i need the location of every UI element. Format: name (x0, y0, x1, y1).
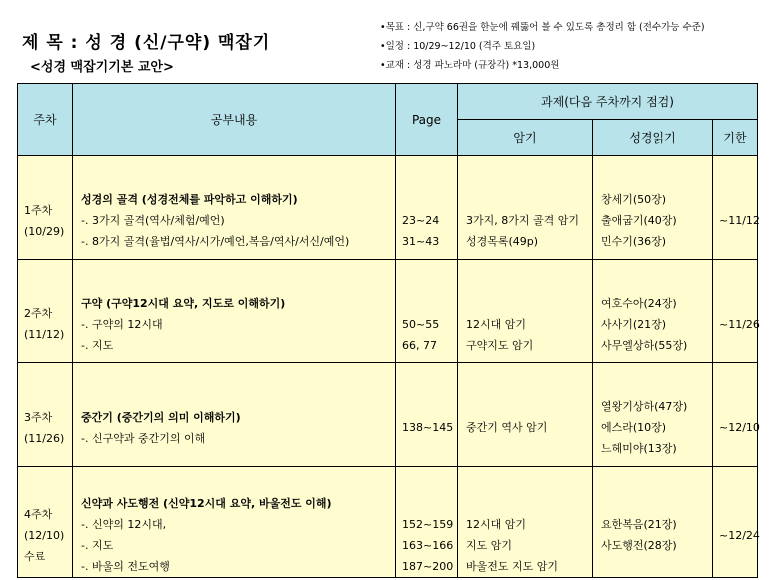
memo-item: 중간기 역사 암기 (466, 421, 548, 434)
memo-item: 바울전도 지도 암기 (466, 560, 559, 573)
topic-title: 성경의 골격 (성경전체를 파악하고 이해하기) (81, 193, 298, 206)
page-cell (396, 467, 458, 578)
content-item: -. 구약의 12시대 (81, 317, 163, 331)
content-cell (73, 260, 396, 363)
header-reading: 성경읽기 (593, 120, 713, 156)
header-week: 주차 (18, 84, 73, 156)
memo-cell (458, 260, 593, 363)
memo-item: 3가지, 8가지 골격 암기 (466, 214, 579, 227)
week-date: (10/29) (24, 224, 65, 238)
memo-cell (458, 363, 593, 467)
content-cell (73, 363, 396, 467)
reading-item: 사사기(21장) (601, 317, 667, 331)
reading-cell (593, 156, 713, 260)
topic-title: 구약 (구약12시대 요약, 지도로 이해하기) (81, 296, 286, 310)
reading-cell (593, 467, 713, 578)
page-range: 187~200 (402, 560, 454, 573)
info-textbook: •교재 : 성경 파노라마 (규장각) *13,000원 (380, 60, 560, 71)
week-label: 4주차 (24, 507, 53, 521)
content-item: -. 3가지 골격(역사/체험/예언) (81, 214, 225, 227)
content-cell (73, 156, 396, 260)
page-cell (396, 363, 458, 467)
header-content: 공부내용 (73, 84, 396, 156)
page-range: 66, 77 (402, 338, 437, 352)
memo-cell (458, 467, 593, 578)
week-date: (11/26) (24, 431, 65, 445)
week-cell (18, 467, 73, 578)
week-label: 1주차 (24, 203, 53, 217)
page-range: 23~24 (402, 214, 440, 227)
content-item: -. 지도 (81, 539, 114, 552)
reading-cell (593, 260, 713, 363)
page-cell (396, 260, 458, 363)
reading-item: 창세기(50장) (601, 193, 667, 206)
week-date: (12/10) (24, 528, 65, 542)
reading-item: 사무엘상하(55장) (601, 338, 688, 352)
content-item: -. 8가지 골격(율법/역사/시가/예언,복음/역사/서신/예언) (81, 235, 350, 248)
week-status: 수료 (24, 549, 46, 563)
info-block (380, 18, 705, 75)
header-page: Page (396, 84, 458, 156)
content-item: -. 신구약과 중간기의 이해 (81, 431, 206, 445)
due-date: ~11/26 (719, 317, 760, 331)
info-schedule: •일정 : 10/29~12/10 (격주 토요일) (380, 41, 536, 52)
due-cell (713, 467, 758, 578)
page-range: 50~55 (402, 317, 440, 331)
header-memo: 암기 (458, 120, 593, 156)
week-date: (11/12) (24, 328, 65, 341)
page-range: 138~145 (402, 421, 454, 434)
due-cell (713, 260, 758, 363)
table-row (18, 156, 758, 260)
memo-item: 성경목록(49p) (466, 235, 539, 248)
reading-item: 여호수아(24장) (601, 296, 677, 310)
info-goal: •목표 : 신,구약 66권을 한눈에 꿰뚫어 볼 수 있도록 총정리 함 (전수가능 수준) (380, 22, 705, 33)
reading-item: 느헤미야(13장) (601, 442, 677, 455)
content-item: -. 신약의 12시대, (81, 518, 167, 531)
page-range: 152~159 (402, 518, 454, 531)
reading-item: 요한복음(21장) (601, 518, 677, 531)
due-cell (713, 363, 758, 467)
reading-item: 열왕기상하(47장) (601, 400, 688, 413)
header-assignment: 과제(다음 주차까지 점검) (458, 84, 758, 120)
page-range: 31~43 (402, 235, 440, 248)
reading-item: 에스라(10장) (601, 421, 667, 434)
memo-item: 12시대 암기 (466, 317, 526, 331)
table-row (18, 467, 758, 578)
page-range: 163~166 (402, 539, 454, 552)
week-cell (18, 363, 73, 467)
memo-item: 구약지도 암기 (466, 338, 534, 352)
document-subtitle: <성경 맥잡기기본 교안> (30, 60, 174, 75)
week-label: 2주차 (24, 307, 53, 320)
curriculum-table (17, 83, 758, 578)
due-date: ~12/24 (719, 528, 760, 542)
topic-title: 신약과 사도행전 (신약12시대 요약, 바울전도 이해) (81, 497, 332, 510)
table-row (18, 260, 758, 363)
memo-cell (458, 156, 593, 260)
week-cell (18, 260, 73, 363)
reading-item: 출애굽기(40장) (601, 214, 677, 227)
content-item: -. 지도 (81, 338, 114, 352)
reading-item: 사도행전(28장) (601, 539, 677, 552)
memo-item: 12시대 암기 (466, 518, 526, 531)
document-title: 제 목 : 성 경 (신/구약) 맥잡기 (22, 33, 271, 53)
week-label: 3주차 (24, 410, 53, 424)
due-date: ~11/12 (719, 214, 760, 227)
reading-item: 민수기(36장) (601, 235, 667, 248)
page-cell (396, 156, 458, 260)
week-cell (18, 156, 73, 260)
reading-cell (593, 363, 713, 467)
due-cell (713, 156, 758, 260)
memo-item: 지도 암기 (466, 539, 513, 552)
content-item: -. 바울의 전도여행 (81, 560, 170, 573)
header-due: 기한 (713, 120, 758, 156)
table-row (18, 363, 758, 467)
content-cell (73, 467, 396, 578)
due-date: ~12/10 (719, 421, 760, 434)
topic-title: 중간기 (중간기의 의미 이해하기) (81, 410, 241, 424)
